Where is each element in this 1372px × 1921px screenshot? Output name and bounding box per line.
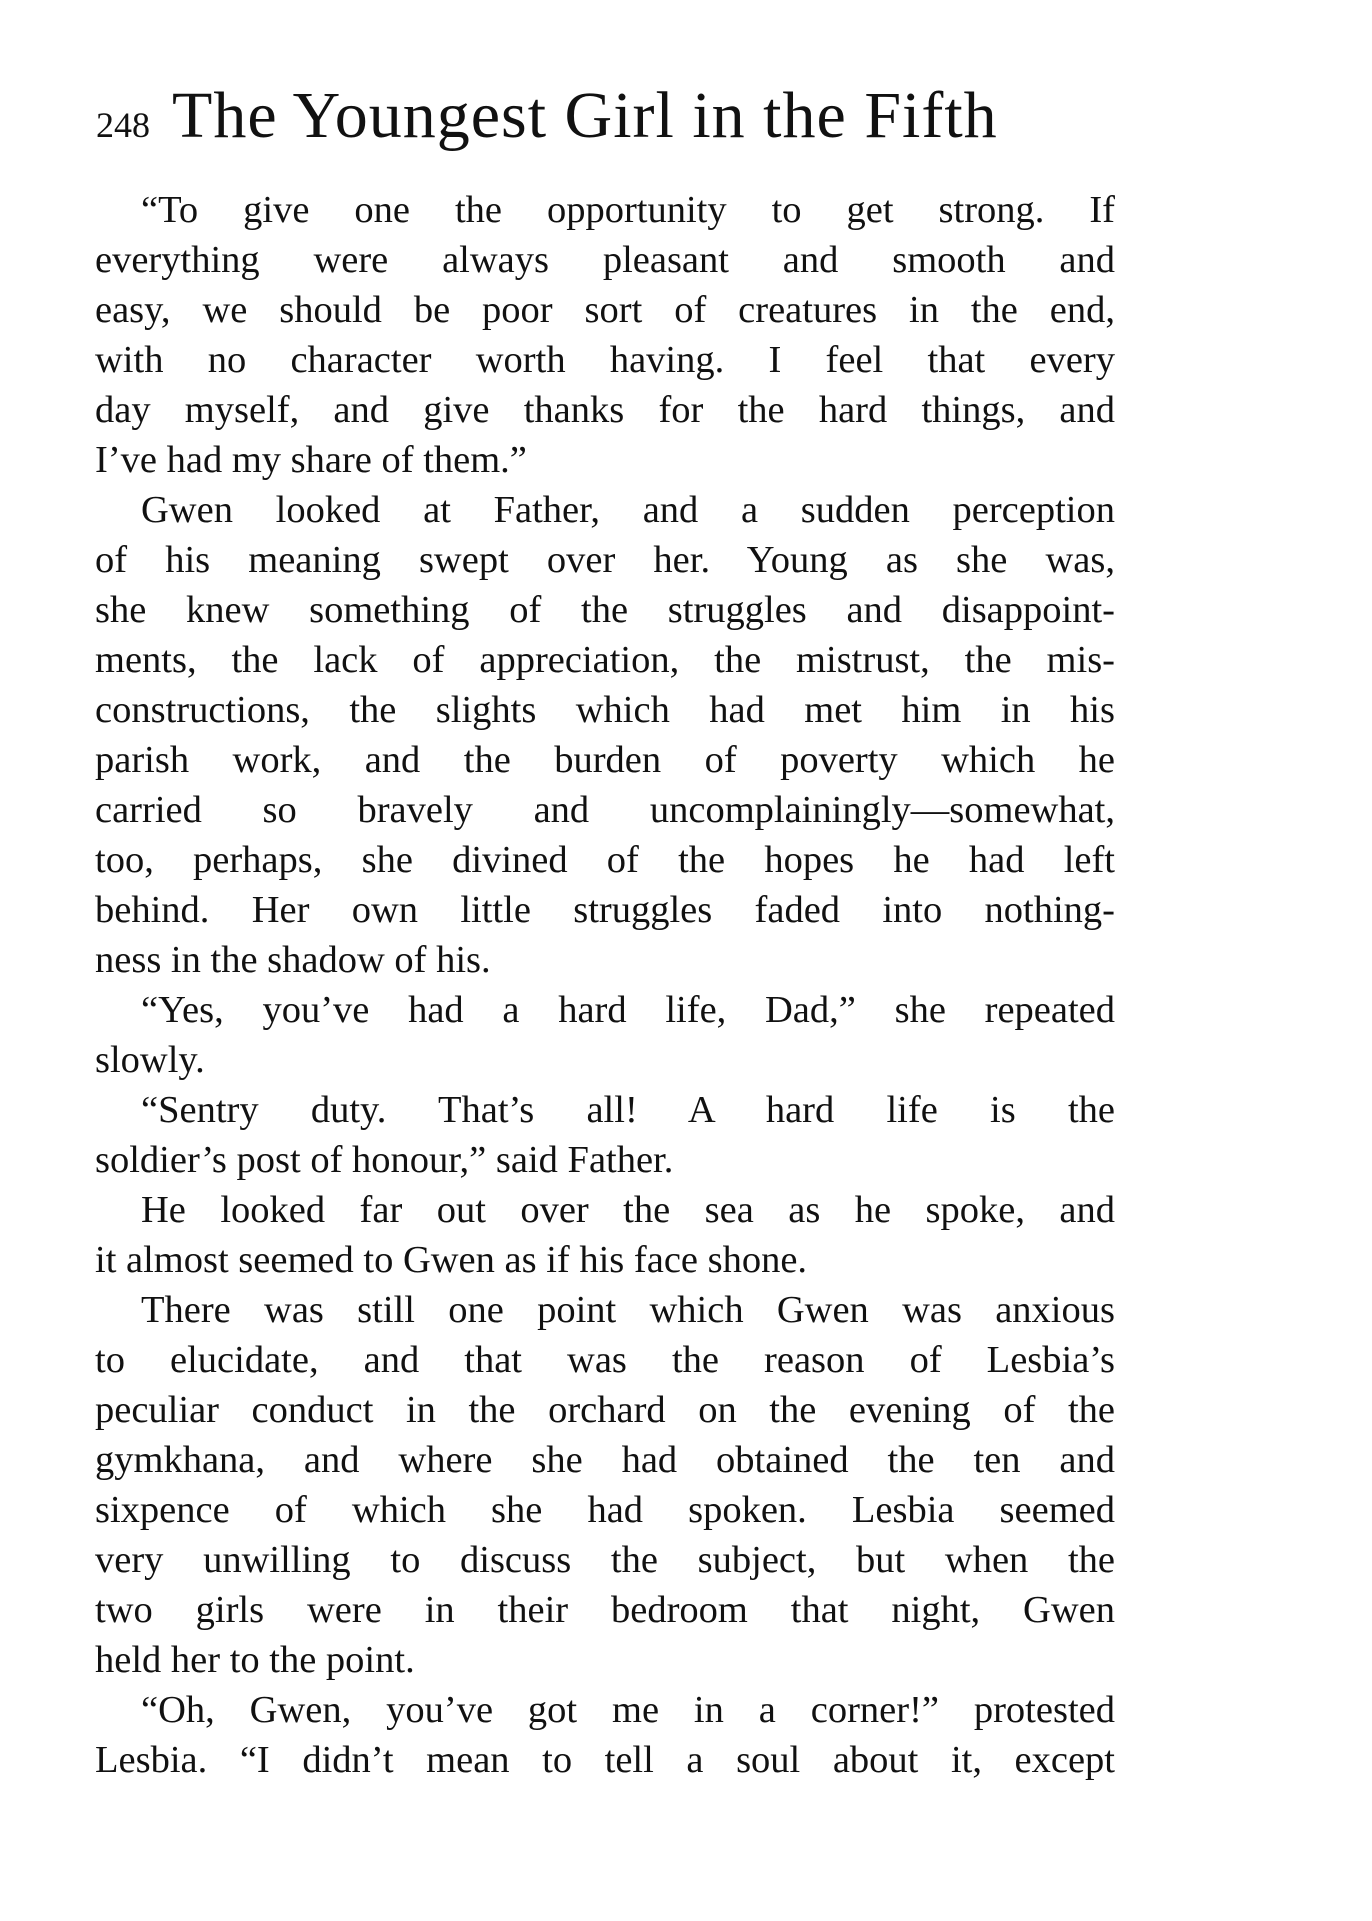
text-line: “Yes, you’ve had a hard life, Dad,” she repeated <box>141 989 1115 1031</box>
text-line: held her to the point. <box>95 1639 415 1681</box>
text-line: carried so bravely and uncomplainingly—somewhat, <box>95 789 1115 831</box>
text-line: with no character worth having. I feel that every <box>95 339 1115 381</box>
text-line: I’ve had my share of them.” <box>95 439 527 481</box>
paragraph <box>95 1085 1115 1185</box>
text-line: easy, we should be poor sort of creatures in the end, <box>95 289 1115 331</box>
paragraph <box>95 185 1115 485</box>
paragraph <box>95 1185 1115 1285</box>
paragraph <box>95 485 1115 985</box>
text-line: behind. Her own little struggles faded into nothing- <box>95 889 1115 931</box>
text-line: she knew something of the struggles and disappoint- <box>95 589 1115 631</box>
text-line: constructions, the slights which had met him in his <box>95 689 1115 731</box>
text-line: There was still one point which Gwen was anxious <box>141 1289 1115 1331</box>
text-line: ness in the shadow of his. <box>95 939 491 981</box>
paragraph <box>95 985 1115 1085</box>
text-line: sixpence of which she had spoken. Lesbia seemed <box>95 1489 1115 1531</box>
text-line: “To give one the opportunity to get strong. If <box>141 189 1115 231</box>
text-line: parish work, and the burden of poverty which he <box>95 739 1115 781</box>
text-line: “Sentry duty. That’s all! A hard life is the <box>141 1089 1115 1131</box>
text-line: of his meaning swept over her. Young as she was, <box>95 539 1115 581</box>
text-line: it almost seemed to Gwen as if his face shone. <box>95 1239 808 1281</box>
text-line: He looked far out over the sea as he spoke, and <box>141 1189 1115 1231</box>
body-text <box>95 185 1115 1785</box>
text-line: everything were always pleasant and smooth and <box>95 239 1115 281</box>
text-line: gymkhana, and where she had obtained the ten and <box>95 1439 1115 1481</box>
paragraph <box>95 1685 1115 1785</box>
running-head <box>96 78 1126 154</box>
text-line: too, perhaps, she divined of the hopes he had left <box>95 839 1115 881</box>
text-line: “Oh, Gwen, you’ve got me in a corner!” protested <box>141 1689 1115 1731</box>
text-line: two girls were in their bedroom that night, Gwen <box>95 1589 1115 1631</box>
text-line: to elucidate, and that was the reason of Lesbia’s <box>95 1339 1115 1381</box>
paragraph <box>95 1285 1115 1685</box>
text-line: soldier’s post of honour,” said Father. <box>95 1139 674 1181</box>
text-line: very unwilling to discuss the subject, but when the <box>95 1539 1115 1581</box>
text-line: peculiar conduct in the orchard on the evening of the <box>95 1389 1115 1431</box>
text-line: slowly. <box>95 1039 205 1081</box>
text-line: day myself, and give thanks for the hard things, and <box>95 389 1115 431</box>
book-title: The Youngest Girl in the Fifth <box>172 79 998 152</box>
text-line: ments, the lack of appreciation, the mistrust, the mis- <box>95 639 1115 681</box>
text-line: Lesbia. “I didn’t mean to tell a soul about it, except <box>95 1739 1115 1781</box>
text-line: Gwen looked at Father, and a sudden perception <box>141 489 1115 531</box>
page-number: 248 <box>96 105 150 145</box>
